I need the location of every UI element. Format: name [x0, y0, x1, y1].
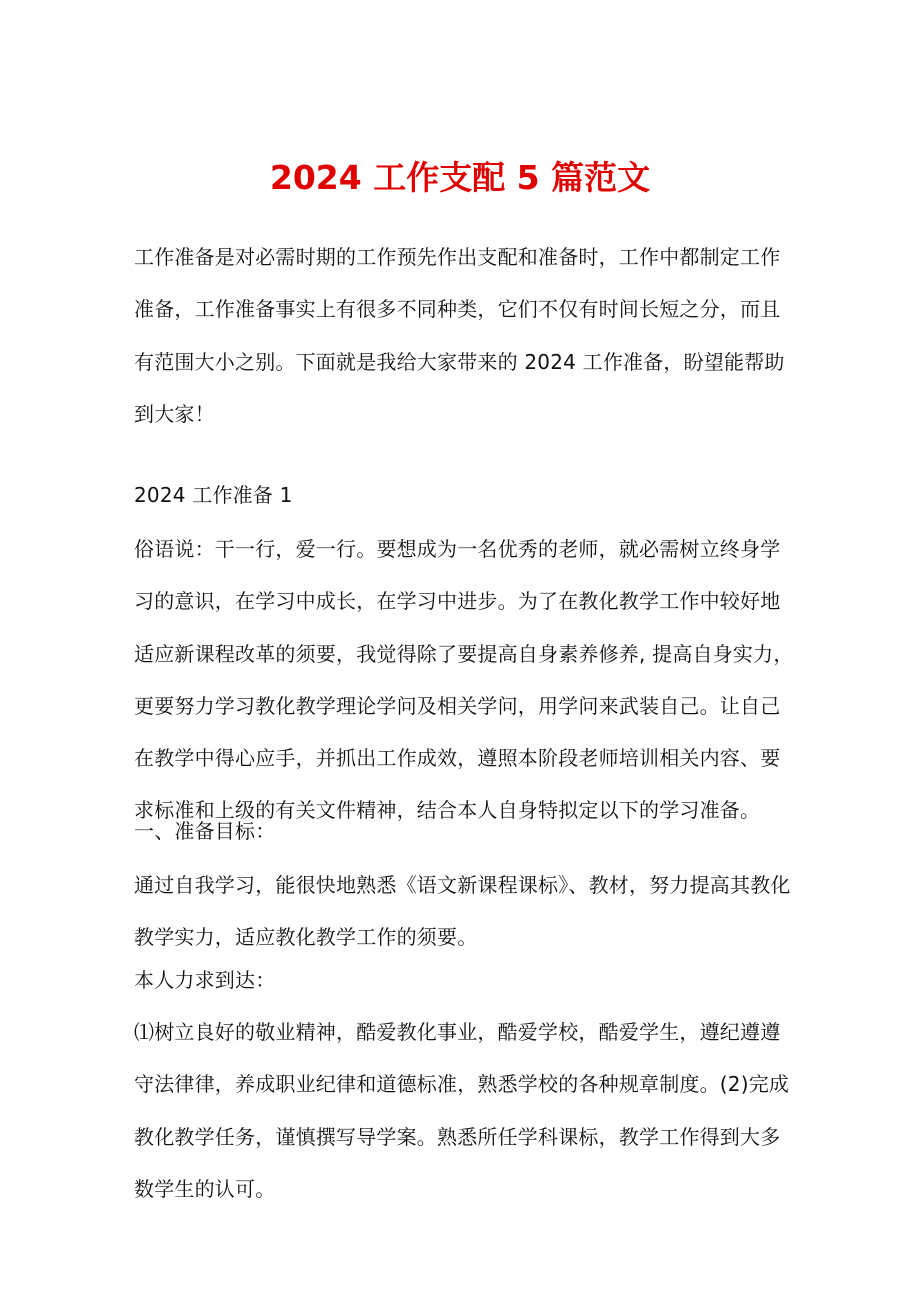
section-heading: 2024 工作准备 1 — [134, 483, 293, 507]
items-paragraph: ⑴树立良好的敬业精神，酷爱教化事业，酷爱学校，酷爱学生，遵纪遵遵守法律律，养成职业纪律和道德标准，熟悉学校的各种规章制度。(2)完成教化教学任务，谨慎撰写导学案。熟悉所任学科课标，教学工作得到大多数学生的认可。 — [134, 1020, 790, 1201]
document-title: 2024 工作支配 5 篇范文 — [269, 158, 651, 197]
reach-heading: 本人力求到达： — [134, 968, 276, 992]
intro-paragraph: 工作准备是对必需时期的工作预先作出支配和准备时，工作中都制定工作准备，工作准备事实上有很多不同种类，它们不仅有时间长短之分，而且有范围大小之别。下面就是我给大家带来的 2024 工作准备，盼望能帮助到大家！ — [134, 245, 785, 426]
goal-heading: 一、准备目标： — [134, 819, 276, 843]
section-paragraph: 俗语说：干一行，爱一行。要想成为一名优秀的老师，就必需树立终身学习的意识，在学习中成长，在学习中进步。为了在教化教学工作中较好地适应新课程改革的须要，我觉得除了要提高自身素养修养, 提高自身实力，更要努力学习教化教学理论学问及相关学问，用学问来武装自己。让自己在教学中得心应手，并抓出工作成效，遵照本阶段老师培训相关内容、要求标准和上级的有关文件精神，结合本人自身特拟定以下的学习准备。 — [134, 537, 794, 823]
goal-paragraph: 通过自我学习，能很快地熟悉《语文新课程课标》、教材，努力提高其教化教学实力，适应教化教学工作的须要。 — [134, 873, 791, 950]
